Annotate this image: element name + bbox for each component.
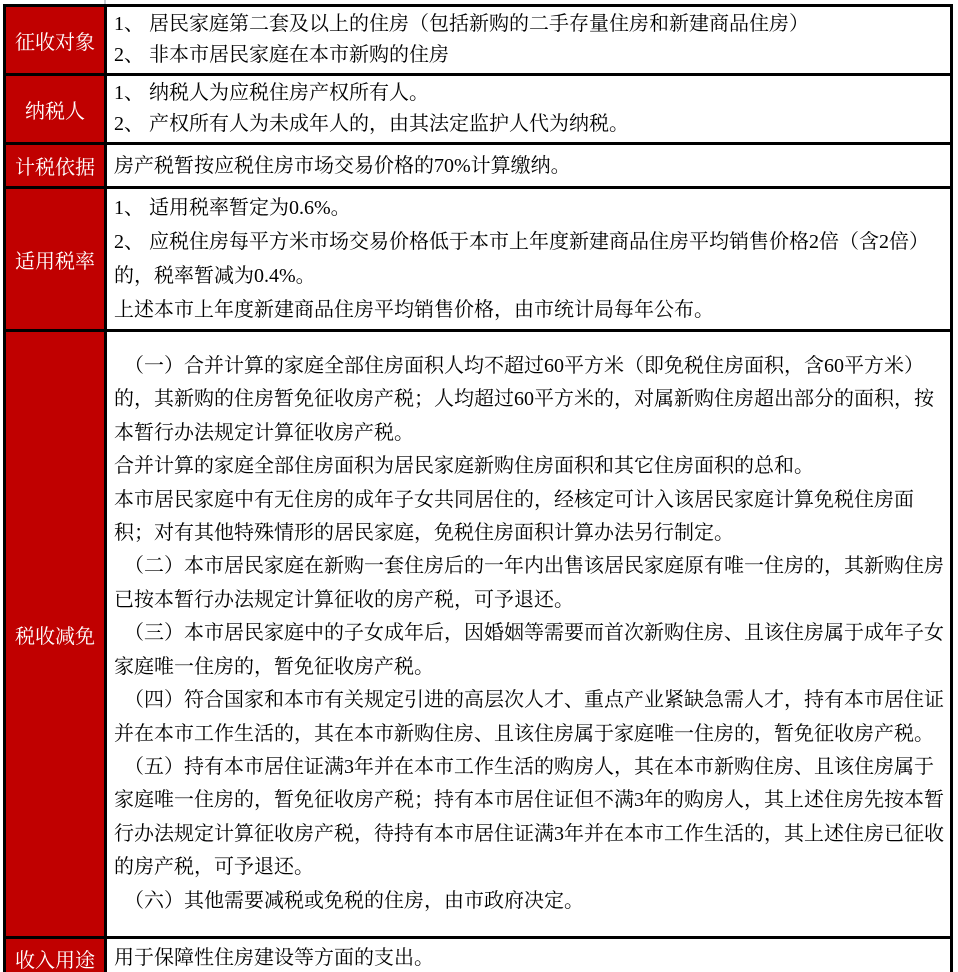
cell-paragraph: 上述本市上年度新建商品住房平均销售价格，由市统计局每年公布。: [114, 299, 714, 321]
cell-paragraph: （四）符合国家和本市有关规定引进的高层次人才、重点产业紧缺急需人才，持有本市居住证并在本市工作生活的，其在本市新购住房、且该住房属于家庭唯一住房的，暂免征收房产税。: [114, 689, 944, 745]
cell-paragraph: 1、 适用税率暂定为0.6%。: [114, 197, 351, 219]
table-row-taxpayer: [5, 75, 952, 144]
cell-tax-object: [106, 6, 952, 75]
cell-paragraph: 2、 非本市居民家庭在本市新购的住房: [114, 44, 449, 66]
cell-paragraph: 房产税暂按应税住房市场交易价格的70%计算缴纳。: [114, 154, 571, 177]
table-row-tax-basis: [5, 144, 952, 188]
row-header-tax-object: 征收对象: [5, 6, 106, 75]
row-header-tax-relief: 税收减免: [5, 331, 106, 938]
cell-paragraph: 用于保障性住房建设等方面的支出。: [114, 947, 434, 969]
row-header-taxpayer: 纳税人: [5, 75, 106, 144]
row-header-revenue-use: 收入用途: [5, 938, 106, 972]
cell-paragraph: （二）本市居民家庭在新购一套住房后的一年内出售该居民家庭原有唯一住房的，其新购住房已按本暂行办法规定计算征收的房产税，可予退还。: [114, 555, 944, 611]
cell-paragraph: 2、 应税住房每平方米市场交易价格低于本市上年度新建商品住房平均销售价格2倍（含2倍）的，税率暂减为0.4%。: [114, 231, 929, 287]
cell-paragraph: 1、 居民家庭第二套及以上的住房（包括新购的二手存量住房和新建商品住房）: [114, 13, 809, 35]
cell-paragraph: （五）持有本市居住证满3年并在本市工作生活的购房人，其在本市新购住房、且该住房属于家庭唯一住房的，暂免征收房产税；持有本市居住证但不满3年的购房人，其上述住房先按本暂行办法规定计算征收房产税，待持有本市居住证满3年并在本市工作生活的，其上述住房已征收的房产税，可予退还。: [114, 755, 944, 879]
table-row-tax-relief: [5, 331, 952, 938]
property-tax-regulation-table: [3, 4, 953, 972]
table-row-tax-object: [5, 6, 952, 75]
cell-paragraph: 1、 纳税人为应税住房产权所有人。: [114, 82, 429, 104]
cell-taxpayer: [106, 75, 952, 144]
cell-tax-rate: [106, 188, 952, 331]
cell-paragraph: （六）其他需要减税或免税的住房，由市政府决定。: [124, 889, 584, 912]
cell-paragraph: 合并计算的家庭全部住房面积为居民家庭新购住房面积和其它住房面积的总和。: [114, 455, 814, 478]
table-row-tax-rate: [5, 188, 952, 331]
cell-tax-basis: [106, 144, 952, 188]
table-row-revenue-use: [5, 938, 952, 972]
cell-tax-relief: [106, 331, 952, 938]
cell-paragraph: （三）本市居民家庭中的子女成年后，因婚姻等需要而首次新购住房、且该住房属于成年子女家庭唯一住房的，暂免征收房产税。: [114, 622, 944, 678]
cell-paragraph: （一）合并计算的家庭全部住房面积人均不超过60平方米（即免税住房面积，含60平方米）的，其新购的住房暂免征收房产税；人均超过60平方米的，对属新购住房超出部分的面积，按本暂行办法规定计算征收房产税。: [114, 355, 934, 444]
cell-revenue-use: [106, 938, 952, 972]
cell-paragraph: 本市居民家庭中有无住房的成年子女共同居住的，经核定可计入该居民家庭计算免税住房面积；对有其他特殊情形的居民家庭，免税住房面积计算办法另行制定。: [114, 488, 914, 545]
row-header-tax-basis: 计税依据: [5, 144, 106, 188]
row-header-tax-rate: 适用税率: [5, 188, 106, 331]
cell-paragraph: 2、 产权所有人为未成年人的，由其法定监护人代为纳税。: [114, 113, 629, 135]
